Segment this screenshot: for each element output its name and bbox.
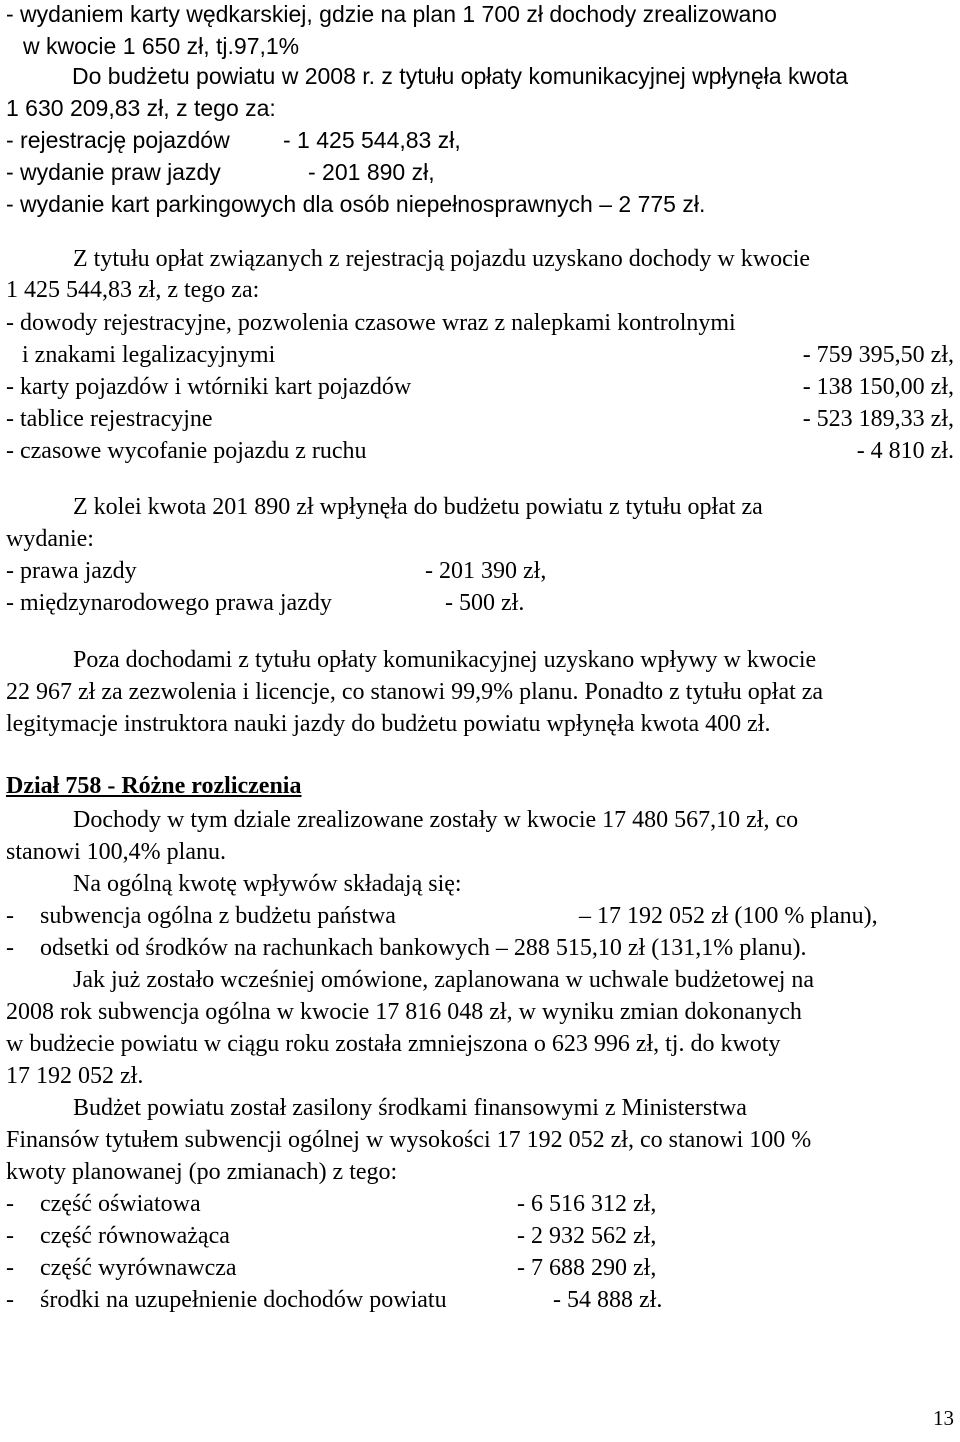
bullet-dash: - — [6, 1191, 14, 1217]
list-item-label: odsetki od środków na rachunkach bankowych – 288 515,10 zł (131,1% planu). — [40, 935, 807, 961]
list-item-value: - 500 zł. — [445, 590, 525, 616]
bullet-dash: - — [6, 1287, 14, 1313]
list-item-label: - rejestrację pojazdów — [6, 127, 230, 153]
list-item-label: - czasowe wycofanie pojazdu z ruchu — [6, 438, 367, 464]
list-item-label: część równoważąca — [40, 1223, 230, 1249]
bullet-dash: - — [6, 1255, 14, 1281]
list-item-value: - 1 425 544,83 zł, — [283, 127, 461, 153]
list-item-label: część oświatowa — [40, 1191, 201, 1217]
list-item-value: - 201 390 zł, — [425, 558, 547, 584]
list-item-label: subwencja ogólna z budżetu państwa — [40, 903, 396, 929]
list-item-value: - 7 688 290 zł, — [517, 1255, 657, 1281]
list-item-label: - wydanie praw jazdy — [6, 159, 221, 185]
list-item-label: - tablice rejestracyjne — [6, 406, 213, 432]
text-line: w budżecie powiatu w ciągu roku została zmniejszona o 623 996 zł, tj. do kwoty — [6, 1031, 781, 1057]
list-item-value: - 201 890 zł, — [308, 159, 435, 185]
bullet-dash: - — [6, 1223, 14, 1249]
list-item-value: - 6 516 312 zł, — [517, 1191, 657, 1217]
text-line: 22 967 zł za zezwolenia i licencje, co stanowi 99,9% planu. Ponadto z tytułu opłat za — [6, 679, 824, 705]
list-item-label: - międzynarodowego prawa jazdy — [6, 590, 332, 616]
text-line: - wydaniem karty wędkarskiej, gdzie na plan 1 700 zł dochody zrealizowano — [6, 1, 777, 27]
text-line: Finansów tytułem subwencji ogólnej w wysokości 17 192 052 zł, co stanowi 100 % — [6, 1127, 812, 1153]
text-line: 1 425 544,83 zł, z tego za: — [6, 277, 260, 303]
text-line: legitymacje instruktora nauki jazdy do budżetu powiatu wpłynęła kwota 400 zł. — [6, 711, 771, 737]
text-line: Dochody w tym dziale zrealizowane zostały w kwocie 17 480 567,10 zł, co — [73, 807, 799, 833]
list-item-label: część wyrównawcza — [40, 1255, 237, 1281]
text-line: Do budżetu powiatu w 2008 r. z tytułu opłaty komunikacyjnej wpłynęła kwota — [72, 63, 849, 89]
list-item-value: - 759 395,50 zł, — [802, 342, 954, 368]
text-line: w kwocie 1 650 zł, tj.97,1% — [23, 33, 300, 59]
text-line: kwoty planowanej (po zmianach) z tego: — [6, 1159, 398, 1185]
section-heading: Dział 758 - Różne rozliczenia — [6, 773, 302, 799]
text-line: Z tytułu opłat związanych z rejestracją pojazdu uzyskano dochody w kwocie — [73, 246, 811, 272]
list-item-value: - 138 150,00 zł, — [802, 374, 954, 400]
list-item-value: - 523 189,33 zł, — [802, 406, 954, 432]
text-line: stanowi 100,4% planu. — [6, 839, 226, 865]
list-item-value: – 17 192 052 zł (100 % planu), — [579, 903, 878, 929]
text-line: Budżet powiatu został zasilony środkami finansowymi z Ministerstwa — [73, 1095, 747, 1121]
list-item-label: - prawa jazdy — [6, 558, 137, 584]
list-item-value: - 54 888 zł. — [553, 1287, 663, 1313]
list-item-label: i znakami legalizacyjnymi — [22, 342, 276, 368]
list-item-label: - dowody rejestracyjne, pozwolenia czasowe wraz z nalepkami kontrolnymi — [6, 310, 736, 336]
text-line: Z kolei kwota 201 890 zł wpłynęła do budżetu powiatu z tytułu opłat za — [73, 494, 763, 520]
list-item-label: - karty pojazdów i wtórniki kart pojazdów — [6, 374, 412, 400]
page-number: 13 — [933, 1406, 954, 1430]
text-line: Na ogólną kwotę wpływów składają się: — [73, 871, 462, 897]
text-line: 17 192 052 zł. — [6, 1063, 144, 1089]
text-line: Poza dochodami z tytułu opłaty komunikacyjnej uzyskano wpływy w kwocie — [73, 647, 817, 673]
list-item-value: - 4 810 zł. — [856, 438, 954, 464]
text-line: - wydanie kart parkingowych dla osób niepełnosprawnych – 2 775 zł. — [6, 191, 706, 217]
list-item-value: - 2 932 562 zł, — [517, 1223, 657, 1249]
text-line: 1 630 209,83 zł, z tego za: — [6, 95, 276, 121]
list-item-label: środki na uzupełnienie dochodów powiatu — [40, 1287, 447, 1313]
bullet-dash: - — [6, 935, 14, 961]
text-line: 2008 rok subwencja ogólna w kwocie 17 816 048 zł, w wyniku zmian dokonanych — [6, 999, 802, 1025]
text-line: Jak już zostało wcześniej omówione, zaplanowana w uchwale budżetowej na — [73, 967, 815, 993]
bullet-dash: - — [6, 903, 14, 929]
text-line: wydanie: — [6, 526, 94, 552]
